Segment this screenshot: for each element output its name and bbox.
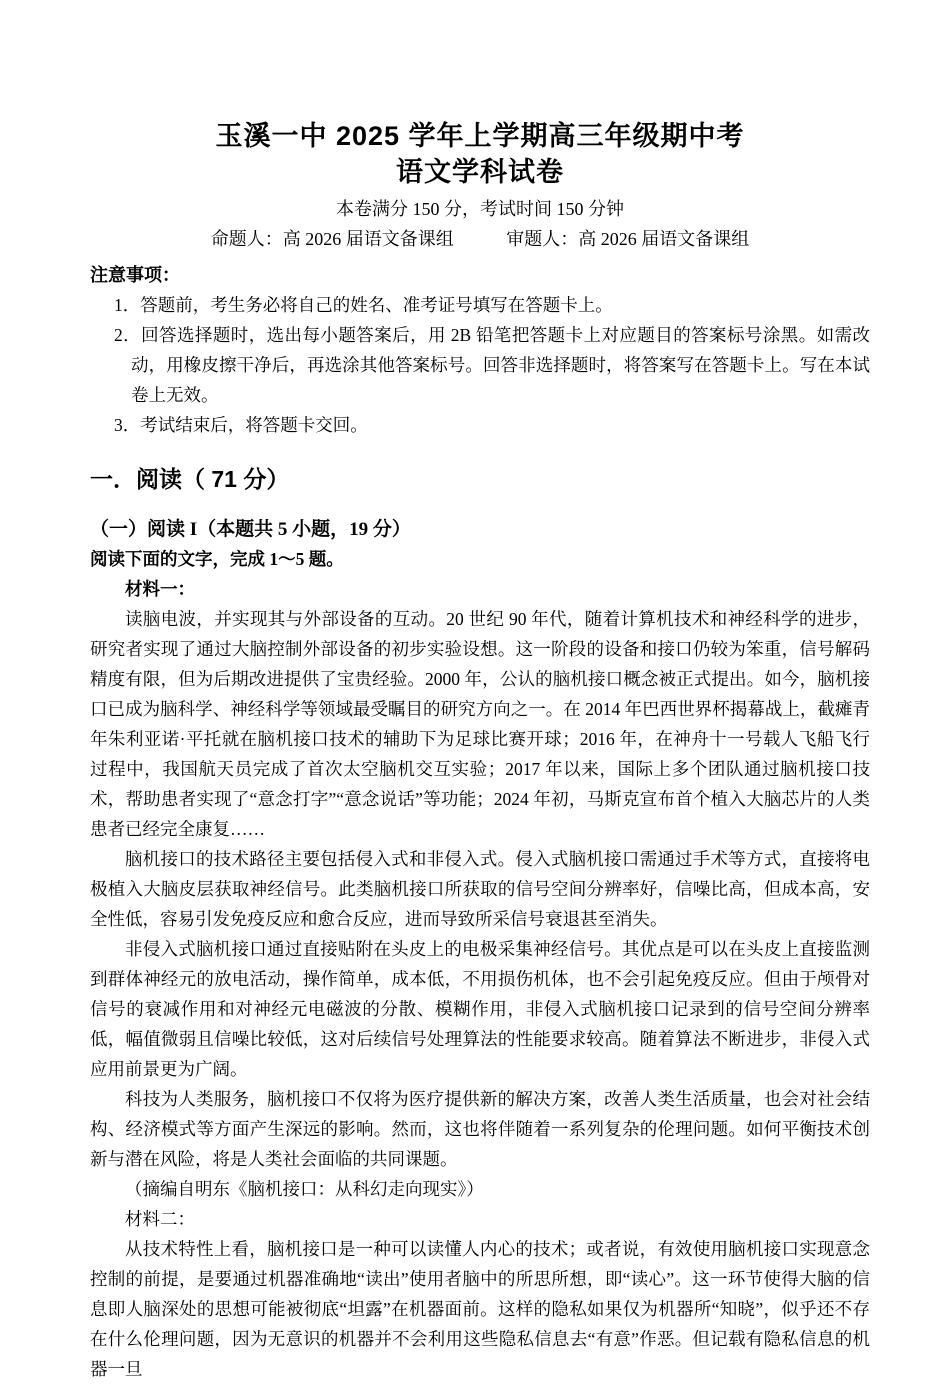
note-item-2: 2．回答选择题时，选出每小题答案后，用 2B 铅笔把答题卡上对应题目的答案标号涂黑。如需改动，用橡皮擦干净后，再选涂其他答案标号。回答非选择题时，将答案写在答题卡上。写在本试卷上无效。	[114, 325, 870, 405]
notes-section	[90, 260, 870, 440]
note-item-1: 1．答题前，考生务必将自己的姓名、准考证号填写在答题卡上。	[114, 295, 613, 315]
sub-heading-reading-1: （一）阅读 I（本题共 5 小题，19 分）	[90, 519, 411, 540]
material-2-paragraph: 从技术特性上看，脑机接口是一种可以读懂人内心的技术；或者说，有效使用脑机接口实现意念控制的前提，是要通过机器准确地“读出”使用者脑中的所思所想，即“读心”。这一环节使得大脑的信息即人脑深处的思想可能被彻底“坦露”在机器面前。这样的隐私如果仅为机器所“知晓”，似乎还不存在什么伦理问题，因为无意识的机器并不会利用这些隐私信息去“有意”作恶。但记载有隐私信息的机器一旦	[90, 1239, 870, 1379]
material-1-label: 材料一：	[125, 579, 195, 599]
notes-heading: 注意事项：	[90, 265, 180, 285]
exam-info-line: 本卷满分 150 分，考试时间 150 分钟	[336, 199, 624, 219]
reading-instruction: 阅读下面的文字，完成 1～5 题。	[90, 549, 344, 569]
setter-label: 命题人：高 2026 届语文备课组	[210, 229, 454, 249]
reading-section	[90, 464, 870, 1384]
exam-title-line2: 语文学科试卷	[396, 157, 564, 187]
reviewer-label: 审题人：高 2026 届语文备课组	[506, 229, 750, 249]
section-heading-reading: 一．阅读（ 71 分）	[90, 466, 290, 492]
material-1-paragraph: 非侵入式脑机接口通过直接贴附在头皮上的电极采集神经信号。其优点是可以在头皮上直接监测到群体神经元的放电活动，操作简单，成本低，不用损伤机体，也不会引起免疫反应。但由于颅骨对信号的衰减作用和对神经元电磁波的分散、模糊作用，非侵入式脑机接口记录到的信号空间分辨率低，幅值微弱且信噪比较低，这对后续信号处理算法的性能要求较高。随着算法不断进步，非侵入式应用前景更为广阔。	[90, 939, 870, 1079]
note-item-3: 3．考试结束后，将答题卡交回。	[114, 415, 368, 435]
material-1-source: （摘编自明东《脑机接口：从科幻走向现实》）	[125, 1179, 484, 1199]
material-1-paragraph: 科技为人类服务，脑机接口不仅将为医疗提供新的解决方案，改善人类生活质量，也会对社会结构、经济模式等方面产生深远的影响。然而，这也将伴随着一系列复杂的伦理问题。如何平衡技术创新与潜在风险，将是人类社会面临的共同课题。	[90, 1089, 870, 1169]
material-1-paragraph: 读脑电波，并实现其与外部设备的互动。20 世纪 90 年代，随着计算机技术和神经科学的进步，研究者实现了通过大脑控制外部设备的初步实验设想。这一阶段的设备和接口仍较为笨重，信号解码精度有限，但为后期改进提供了宝贵经验。2000 年，公认的脑机接口概念被正式提出。如今，脑机接口已成为脑科学、神经科学等领域最受瞩目的研究方向之一。在 2014 年巴西世界杯揭幕战上，截瘫青年朱利亚诺·平托就在脑机接口技术的辅助下为足球比赛开球；2016 年，在神舟十一号载人飞船飞行过程中，我国航天员完成了首次太空脑机交互实验；2017 年以来，国际上多个团队通过脑机接口技术，帮助患者实现了“意念打字”“意念说话”等功能；2024 年初，马斯克宣布首个植入大脑芯片的人类患者已经完全康复……	[90, 609, 870, 839]
material-2-label: 材料二：	[125, 1209, 195, 1229]
examiners-line	[90, 226, 870, 252]
material-1-paragraph: 脑机接口的技术路径主要包括侵入式和非侵入式。侵入式脑机接口需通过手术等方式，直接将电极植入大脑皮层获取神经信号。此类脑机接口所获取的信号空间分辨率好，信噪比高，但成本高，安全性低，容易引发免疫反应和愈合反应，进而导致所采信号衰退甚至消失。	[90, 849, 870, 929]
exam-title-line1: 玉溪一中 2025 学年上学期高三年级期中考	[215, 121, 745, 151]
exam-header	[90, 118, 870, 252]
